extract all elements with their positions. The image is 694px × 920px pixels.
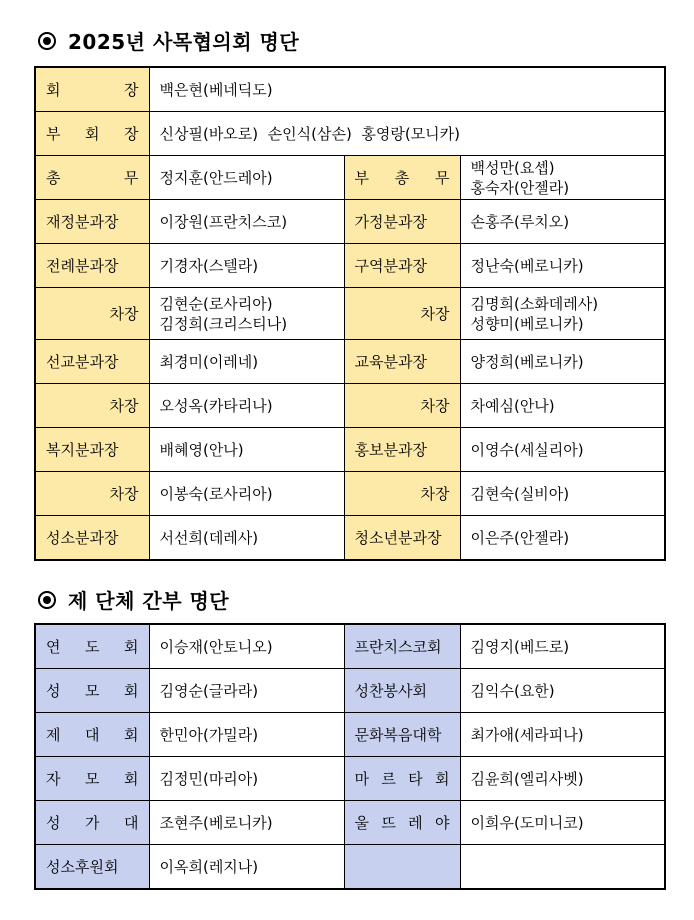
value-cell: 차예심(안나) bbox=[460, 384, 665, 428]
value-cell: 최가애(세라피나) bbox=[460, 713, 665, 757]
label-cell: 회 장 bbox=[35, 67, 149, 112]
label-cell: 차장 bbox=[344, 472, 460, 516]
label-cell: 울 뜨 레 야 bbox=[344, 801, 460, 845]
groups-table bbox=[34, 623, 666, 890]
section2-title: 제 단체 간부 명단 bbox=[68, 589, 230, 613]
value-cell: 이은주(안젤라) bbox=[460, 516, 665, 561]
label-cell: 전례분과장 bbox=[35, 244, 149, 288]
label-cell: 가정분과장 bbox=[344, 200, 460, 244]
value-cell: 최경미(이레네) bbox=[149, 340, 344, 384]
label-cell: 자 모 회 bbox=[35, 757, 149, 801]
value-cell: 배혜영(안나) bbox=[149, 428, 344, 472]
table-row bbox=[35, 713, 665, 757]
table-row bbox=[35, 757, 665, 801]
table-row bbox=[35, 845, 665, 890]
table-row bbox=[35, 288, 665, 340]
table-row bbox=[35, 428, 665, 472]
value-cell: 백성만(요셉) 홍숙자(안젤라) bbox=[460, 156, 665, 200]
table-row bbox=[35, 200, 665, 244]
label-cell: 차장 bbox=[35, 472, 149, 516]
label-cell: 프란치스코회 bbox=[344, 624, 460, 669]
label-cell: 재정분과장 bbox=[35, 200, 149, 244]
label-cell: 부 총 무 bbox=[344, 156, 460, 200]
table-row bbox=[35, 516, 665, 561]
table-row bbox=[35, 67, 665, 112]
value-cell: 김익수(요한) bbox=[460, 669, 665, 713]
value-cell: 김현숙(실비아) bbox=[460, 472, 665, 516]
label-cell: 문화복음대학 bbox=[344, 713, 460, 757]
label-cell: 청소년분과장 bbox=[344, 516, 460, 561]
table-row bbox=[35, 472, 665, 516]
value-cell: 정난숙(베로니카) bbox=[460, 244, 665, 288]
value-cell: 한민아(가밀라) bbox=[149, 713, 344, 757]
label-cell: 차장 bbox=[35, 384, 149, 428]
label-cell: 성소분과장 bbox=[35, 516, 149, 561]
value-cell: 이장원(프란치스코) bbox=[149, 200, 344, 244]
value-cell: 김정민(마리아) bbox=[149, 757, 344, 801]
label-cell: 부 회 장 bbox=[35, 112, 149, 156]
chairman-value: 백은현(베네딕도) bbox=[149, 67, 665, 112]
label-cell: 마 르 타 회 bbox=[344, 757, 460, 801]
table-row bbox=[35, 669, 665, 713]
label-cell: 구역분과장 bbox=[344, 244, 460, 288]
bullet-icon bbox=[38, 32, 56, 50]
value-cell: 오성옥(카타리나) bbox=[149, 384, 344, 428]
table-row bbox=[35, 384, 665, 428]
label-cell: 성소후원회 bbox=[35, 845, 149, 890]
label-cell: 복지분과장 bbox=[35, 428, 149, 472]
bullet-icon bbox=[38, 591, 56, 609]
label-cell: 차장 bbox=[35, 288, 149, 340]
table-row bbox=[35, 340, 665, 384]
label-cell: 차장 bbox=[344, 288, 460, 340]
empty-label-cell bbox=[344, 845, 460, 890]
value-cell: 이봉숙(로사리아) bbox=[149, 472, 344, 516]
value-cell: 김영지(베드로) bbox=[460, 624, 665, 669]
value-cell: 이희우(도미니코) bbox=[460, 801, 665, 845]
value-cell: 기경자(스텔라) bbox=[149, 244, 344, 288]
value-cell: 김영순(글라라) bbox=[149, 669, 344, 713]
vice-chairman-value: 신상필(바오로) 손인식(삼손) 홍영랑(모니카) bbox=[149, 112, 665, 156]
value-cell: 손홍주(루치오) bbox=[460, 200, 665, 244]
section2-heading bbox=[38, 585, 229, 614]
empty-value-cell bbox=[460, 845, 665, 890]
table-row bbox=[35, 624, 665, 669]
value-cell: 이옥희(레지나) bbox=[149, 845, 344, 890]
table-row bbox=[35, 244, 665, 288]
label-cell: 교육분과장 bbox=[344, 340, 460, 384]
value-cell: 김명희(소화데레사) 성향미(베로니카) bbox=[460, 288, 665, 340]
value-cell: 양정희(베로니카) bbox=[460, 340, 665, 384]
value-cell: 이승재(안토니오) bbox=[149, 624, 344, 669]
label-cell: 성 모 회 bbox=[35, 669, 149, 713]
label-cell: 총 무 bbox=[35, 156, 149, 200]
value-cell: 이영수(세실리아) bbox=[460, 428, 665, 472]
value-cell: 조현주(베로니카) bbox=[149, 801, 344, 845]
label-cell: 성 가 대 bbox=[35, 801, 149, 845]
value-cell: 서선희(데레사) bbox=[149, 516, 344, 561]
table-row bbox=[35, 112, 665, 156]
label-cell: 선교분과장 bbox=[35, 340, 149, 384]
value-cell: 정지훈(안드레아) bbox=[149, 156, 344, 200]
table-row bbox=[35, 156, 665, 200]
label-cell: 연 도 회 bbox=[35, 624, 149, 669]
section1-title: 2025년 사목협의회 명단 bbox=[68, 30, 300, 54]
label-cell: 홍보분과장 bbox=[344, 428, 460, 472]
value-cell: 김현순(로사리아) 김정희(크리스티나) bbox=[149, 288, 344, 340]
table-row bbox=[35, 801, 665, 845]
council-table bbox=[34, 66, 666, 561]
label-cell: 성찬봉사회 bbox=[344, 669, 460, 713]
label-cell: 제 대 회 bbox=[35, 713, 149, 757]
value-cell: 김윤희(엘리사벳) bbox=[460, 757, 665, 801]
label-cell: 차장 bbox=[344, 384, 460, 428]
section1-heading bbox=[38, 26, 299, 55]
